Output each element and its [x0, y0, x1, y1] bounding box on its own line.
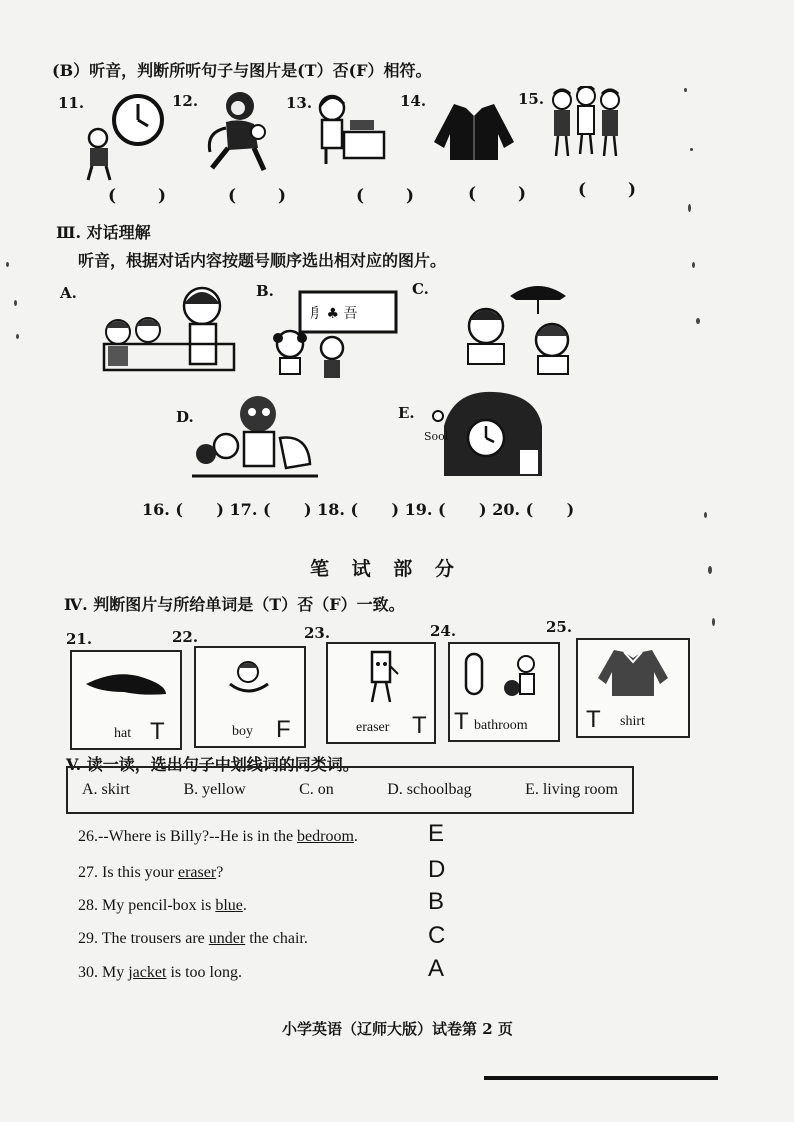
monkey-running-picture	[198, 88, 278, 180]
scan-speck	[688, 204, 691, 212]
item-11-number: 11.	[58, 94, 85, 112]
scan-speck	[690, 148, 693, 151]
item-24-word: bathroom	[474, 718, 528, 733]
scan-speck	[16, 334, 19, 339]
clock-boy-picture	[78, 92, 168, 184]
animals-picture	[190, 394, 320, 484]
item-24-mark: T	[454, 708, 469, 735]
item-22-box	[194, 646, 306, 748]
answer-20-close: )	[566, 500, 575, 519]
item-21-number: 21.	[66, 630, 93, 648]
option-b: B. yellow	[183, 781, 246, 798]
sentence-30-text: 30. My	[78, 964, 129, 981]
scan-speck	[708, 566, 712, 574]
sentence-30-end: is too long.	[166, 964, 242, 981]
item-23-box	[326, 642, 436, 744]
option-a: A. skirt	[82, 781, 130, 798]
answer-20-open[interactable]: ) 20. (	[479, 500, 534, 519]
item-23-number: 23.	[304, 624, 331, 642]
sentence-28	[78, 897, 247, 915]
item-25-mark: T	[586, 706, 601, 733]
sentence-28-underlined: blue	[215, 897, 243, 914]
sentence-29-underlined: under	[208, 930, 246, 947]
item-22-number: 22.	[172, 628, 199, 646]
scan-speck	[704, 512, 707, 518]
item-25-box	[576, 638, 690, 738]
option-c: C. on	[299, 781, 334, 798]
sentence-27	[78, 864, 223, 882]
picture-label-a: A.	[60, 284, 77, 302]
children-group-picture	[548, 86, 630, 160]
sentence-30	[78, 964, 242, 982]
section3-instruction: 听音，根据对话内容按题号顺序选出相对应的图片。	[78, 251, 447, 270]
hat-picture	[84, 666, 170, 702]
scan-speck	[6, 262, 9, 267]
phone-call-picture	[460, 270, 584, 382]
sentence-27-underlined: eraser	[178, 864, 217, 881]
scan-speck	[712, 618, 715, 626]
item-15-answer-paren[interactable]: ( )	[578, 180, 655, 200]
option-e: E. living room	[525, 781, 618, 798]
scan-speck	[692, 262, 695, 268]
answer-28: B	[428, 888, 445, 915]
sentence-29-text: 29. The trousers are	[78, 930, 209, 947]
answer-30: A	[428, 955, 445, 982]
section4-heading: Ⅳ. 判断图片与所给单词是（T）否（F）一致。	[64, 595, 405, 614]
kids-playing-picture	[262, 288, 402, 384]
picture-label-b: B.	[256, 282, 274, 300]
item-23-word: eraser	[356, 720, 390, 735]
scan-speck	[696, 318, 700, 324]
item-23-mark: T	[412, 712, 427, 739]
answer-29: C	[428, 922, 446, 949]
item-21-box	[70, 650, 182, 750]
sentence-26-underlined: bedroom	[297, 828, 354, 845]
written-part-title: 笔 试 部 分	[310, 558, 462, 580]
item-13-answer-paren[interactable]: ( )	[356, 186, 433, 206]
clock-house-picture	[424, 386, 548, 482]
answer-19-open[interactable]: ) 19. (	[391, 500, 446, 519]
item-15-number: 15.	[518, 90, 545, 108]
item-24-box	[448, 642, 560, 742]
svg-text:Sool: Sool	[424, 430, 449, 443]
answer-18-open[interactable]: ) 18. (	[303, 500, 359, 519]
item-14-number: 14.	[400, 92, 427, 110]
part-b-heading: (B）听音，判断所听句子与图片是(T）否(F）相符。	[52, 61, 432, 80]
picture-label-e: E.	[398, 404, 415, 422]
item-22-mark: F	[276, 716, 291, 743]
classroom-picture	[94, 282, 238, 376]
svg-text:㐆 ♣ 吾: 㐆 ♣ 吾	[308, 306, 358, 322]
answer-26: E	[428, 820, 445, 847]
answer-27: D	[428, 856, 446, 883]
item-12-number: 12.	[172, 92, 199, 110]
item-25-number: 25.	[546, 618, 573, 636]
section3-heading: Ⅲ. 对话理解	[56, 223, 151, 242]
sentence-26	[78, 828, 358, 846]
jacket-picture	[432, 102, 516, 162]
shirt-picture	[596, 648, 670, 698]
section5-heading: V. 读一读，选出句子中划线词的同类词。	[66, 755, 359, 774]
scan-speck	[684, 88, 687, 92]
item-11-answer-paren[interactable]: ( )	[108, 186, 185, 206]
item-21-mark: T	[150, 718, 165, 745]
sentence-27-text: 27. Is this your	[78, 864, 178, 881]
item-25-word: shirt	[620, 714, 645, 729]
sentence-30-underlined: jacket	[128, 964, 167, 981]
sentence-29	[78, 930, 308, 948]
picture-label-d: D.	[176, 408, 194, 426]
item-24-number: 24.	[430, 622, 457, 640]
girl-at-desk-picture	[314, 92, 394, 168]
item-13-number: 13.	[286, 94, 313, 112]
picture-label-c: C.	[412, 280, 429, 298]
item-21-word: hat	[114, 726, 132, 741]
footer-rule	[484, 1076, 718, 1080]
answer-17-open[interactable]: ) 17. (	[216, 500, 271, 519]
sentence-28-text: 28. My pencil-box is	[78, 897, 216, 914]
answers-16-20-line	[142, 500, 574, 519]
scan-speck	[14, 300, 17, 306]
bathroom-picture	[464, 650, 548, 700]
option-d: D. schoolbag	[387, 781, 472, 798]
item-22-word: boy	[232, 724, 253, 739]
sentence-26-end: .	[353, 828, 358, 845]
item-14-answer-paren[interactable]: ( )	[468, 184, 545, 204]
sentence-26-text: 26.--Where is Billy?--He is in the	[78, 828, 298, 845]
eraser-character-picture	[366, 650, 400, 706]
page-footer: 小学英语（辽师大版）试卷第 2 页	[282, 1020, 513, 1038]
sentence-27-end: ?	[216, 864, 224, 881]
sentence-29-end: the chair.	[245, 930, 308, 947]
face-picture	[224, 658, 274, 698]
item-12-answer-paren[interactable]: ( )	[228, 186, 305, 206]
sentence-28-end: .	[242, 897, 247, 914]
answer-16-open[interactable]: 16. (	[142, 500, 183, 519]
word-options-box	[66, 766, 634, 814]
